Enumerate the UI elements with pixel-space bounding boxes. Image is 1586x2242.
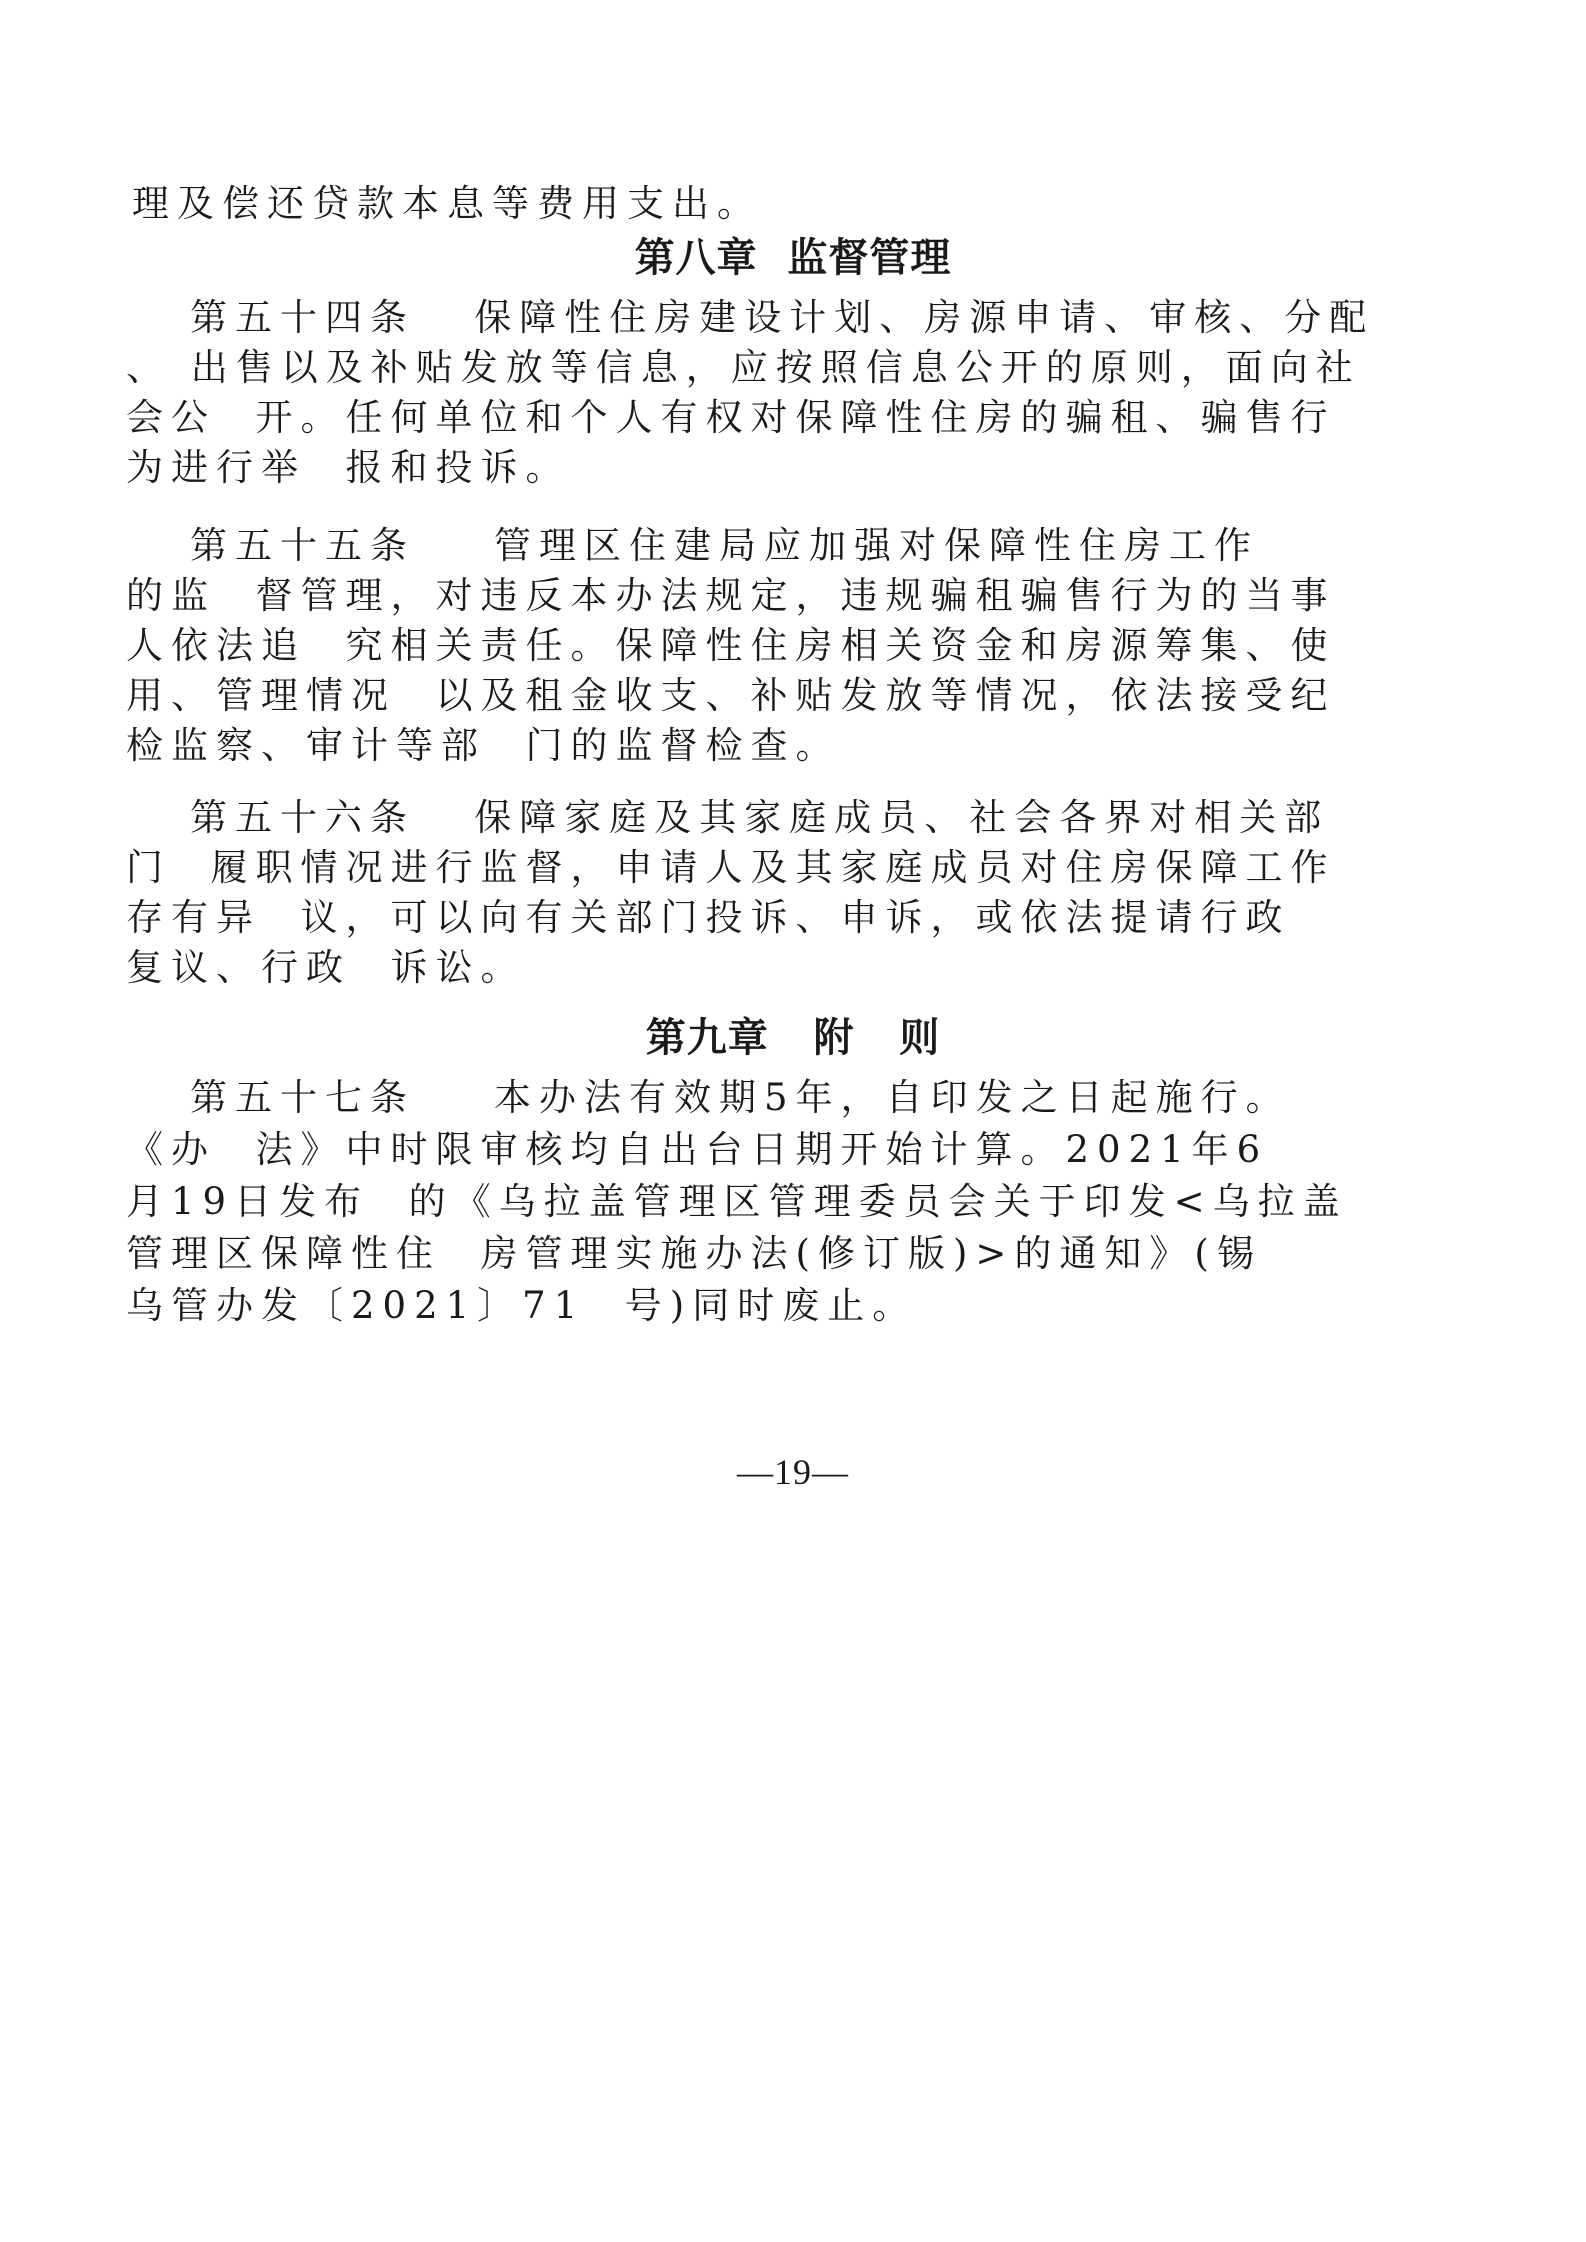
page-number: —19— — [737, 1452, 849, 1492]
article-54-line — [0, 346, 1586, 390]
article-56-line-1: 第五十六条 保障家庭及其家庭成员、社会各界对相关部 — [190, 796, 1330, 839]
article-56-line-2: 门 履职情况进行监督，申请人及其家庭成员对住房保障工作 — [126, 846, 1336, 889]
article-57-line-4: 管理区保障性住 房管理实施办法(修订版)>的通知》(锡 — [126, 1232, 1262, 1275]
article-55-line — [0, 724, 1586, 768]
article-57-line-3: 月19日发布 的《乌拉盖管理区管理委员会关于印发<乌拉盖 — [126, 1180, 1348, 1223]
article-56-line — [0, 946, 1586, 990]
article-54-line-4: 为进行举 报和投诉。 — [126, 446, 571, 489]
chapter-9-heading: 第九章 附 则 — [645, 1015, 941, 1061]
article-57-line — [0, 1284, 1586, 1328]
article-54-line — [0, 446, 1586, 490]
article-57-line-1: 第五十七条 本办法有效期5年，自印发之日起施行。 — [190, 1076, 1291, 1119]
article-56-line — [0, 846, 1586, 890]
article-55-line — [0, 624, 1586, 668]
article-55-line — [0, 524, 1586, 568]
article-57-line — [0, 1232, 1586, 1276]
article-57-line-5: 乌管办发〔2021〕71 号)同时废止。 — [126, 1284, 918, 1327]
article-54-line-3: 会公 开。任何单位和个人有权对保障性住房的骗租、骗售行 — [126, 396, 1336, 439]
article-55-line — [0, 574, 1586, 618]
article-56-line-4: 复议、行政 诉讼。 — [126, 946, 526, 989]
article-54-line — [0, 396, 1586, 440]
article-54-line — [0, 296, 1586, 340]
article-55-line — [0, 674, 1586, 718]
article-57-line — [0, 1180, 1586, 1224]
article-54-line-1: 第五十四条 保障性住房建设计划、房源申请、审核、分配 — [190, 296, 1375, 339]
paragraph-continuation — [0, 182, 1586, 226]
article-55-line-4: 用、管理情况 以及租金收支、补贴发放等情况，依法接受纪 — [126, 674, 1336, 717]
article-55-line-2: 的监 督管理，对违反本办法规定，违规骗租骗售行为的当事 — [126, 574, 1336, 617]
article-56-line-3: 存有异 议，可以向有关部门投诉、申诉，或依法提请行政 — [126, 896, 1291, 939]
article-57-line — [0, 1128, 1586, 1172]
article-56-line — [0, 896, 1586, 940]
article-55-line-1: 第五十五条 管理区住建局应加强对保障性住房工作 — [190, 524, 1260, 567]
continuation-line: 理及偿还贷款本息等费用支出。 — [132, 182, 762, 225]
article-57-line-2: 《办 法》中时限审核均自出台日期开始计算。2021年6 — [126, 1128, 1269, 1171]
article-54-line-2: 、 出售以及补贴发放等信息，应按照信息公开的原则，面向社 — [126, 346, 1361, 389]
article-55-line-5: 检监察、审计等部 门的监督检查。 — [126, 724, 841, 767]
article-57-line — [0, 1076, 1586, 1120]
article-56-line — [0, 796, 1586, 840]
chapter-8-heading: 第八章 监督管理 — [634, 235, 952, 281]
article-55-line-3: 人依法追 究相关责任。保障性住房相关资金和房源筹集、使 — [126, 624, 1336, 667]
